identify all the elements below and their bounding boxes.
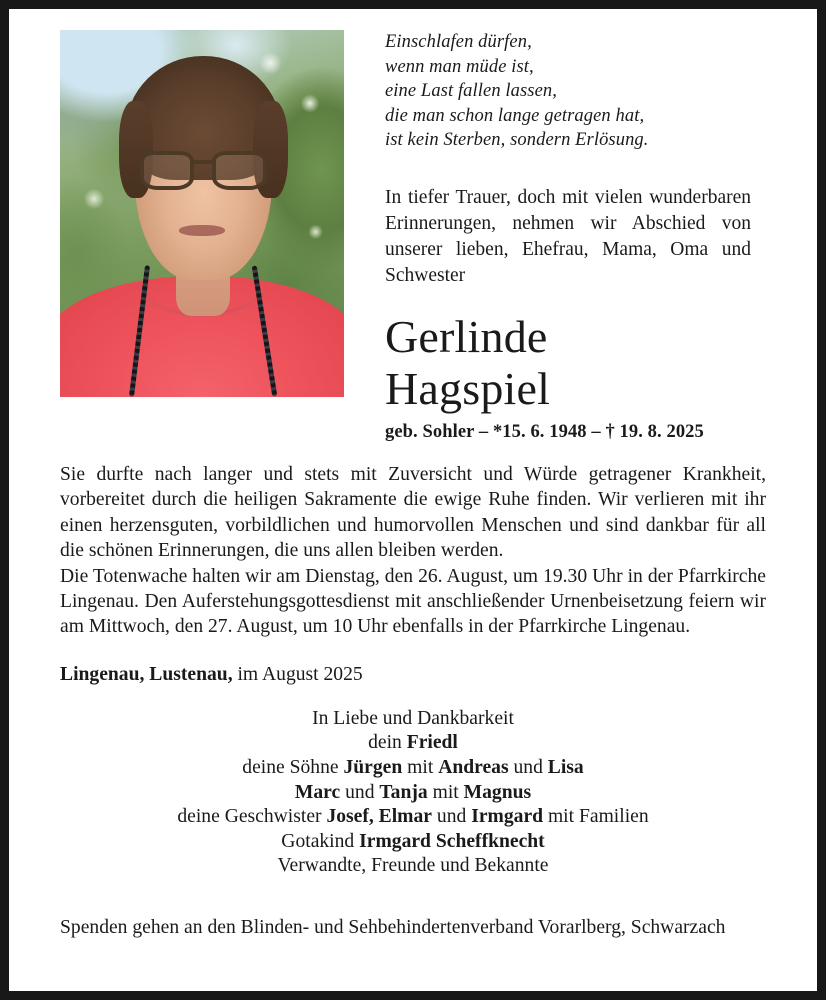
poem-line-5: ist kein Sterben, sondern Erlösung. <box>385 130 649 151</box>
family-line-4-mid: und <box>432 806 472 828</box>
place-names: Lingenau, Lustenau, <box>60 663 233 685</box>
body-paragraph-2: Die Totenwache halten wir am Dienstag, den 26. August, um 19.30 Uhr in der Pfarrkirche Lingenau. Den Auferstehungsgottesdienst mit anschließender Urnenbeisetzung feiern wir am Mittwoch, den 27. August, um 10 Uhr ebenfalls in der Pfarrkirche Lingenau. <box>60 565 766 638</box>
right-column <box>385 30 779 443</box>
poem-line-2: wenn man müde ist, <box>385 56 534 77</box>
family-line-4-suffix: mit Familien <box>543 806 649 828</box>
poem-line-3: eine Last fallen lassen, <box>385 81 557 102</box>
family-line-1-prefix: dein <box>368 732 407 754</box>
photo-glasses-icon <box>140 151 268 190</box>
family-line-4 <box>65 805 761 830</box>
family-closing: Verwandte, Freunde und Bekannte <box>277 855 549 877</box>
deceased-surname: Hagspiel <box>385 362 551 414</box>
photo-glasses-bridge <box>194 160 212 164</box>
memorial-poem <box>385 30 779 153</box>
family-line-5-names: Irmgard Scheffknecht <box>359 830 545 852</box>
family-line-3-names2: Tanja <box>379 781 428 803</box>
notice-date: im August 2025 <box>232 663 363 685</box>
family-line-2-names2: Andreas <box>438 757 509 778</box>
deceased-dates: geb. Sohler – *15. 6. 1948 – † 19. 8. 2025 <box>385 421 704 442</box>
family-line-2 <box>65 756 761 781</box>
family-line-2-prefix: deine Söhne <box>242 757 344 778</box>
photo-glasses-lens-right <box>212 151 267 190</box>
family-line-3-mid2: mit <box>427 781 464 803</box>
top-section <box>9 9 817 443</box>
body-copy <box>60 462 766 640</box>
notice-inner <box>9 9 817 991</box>
portrait-photo <box>60 30 344 397</box>
family-line-3-names3: Magnus <box>463 781 532 803</box>
family-line-2-mid2: und <box>508 757 548 778</box>
family-line-5-prefix: Gotakind <box>281 830 360 852</box>
family-line-3-mid: und <box>340 781 380 803</box>
family-line-4-names2: Irmgard <box>471 806 544 828</box>
family-line-2-names3: Lisa <box>547 757 584 778</box>
family-line-3-names: Marc <box>294 781 341 803</box>
family-line-5 <box>65 830 761 855</box>
photo-mouth <box>179 225 224 237</box>
intro-text: In tiefer Trauer, doch mit vielen wunderbaren Erinnerungen, nehmen wir Abschied von unserer lieben, Ehefrau, Mama, Oma und Schwester <box>385 186 751 286</box>
place-and-date <box>60 662 766 687</box>
donations-text: Spenden gehen an den Blinden- und Sehbehindertenverband Vorarlberg, Schwarzach <box>60 916 726 938</box>
deceased-first-name: Gerlinde <box>385 310 548 362</box>
family-line-1 <box>65 731 761 756</box>
family-line-4-prefix: deine Geschwister <box>177 806 327 828</box>
family-line-1-names: Friedl <box>406 732 458 754</box>
family-line-2-mid: mit <box>402 757 439 778</box>
photo-glasses-lens-left <box>140 151 195 190</box>
family-line-4-names: Josef, Elmar <box>326 806 433 828</box>
poem-line-1: Einschlafen dürfen, <box>385 32 532 52</box>
family-line-3 <box>65 781 761 806</box>
poem-line-4: die man schon lange getragen hat, <box>385 105 645 126</box>
body-paragraph-1: Sie durfte nach langer und stets mit Zuversicht und Würde getragener Krankheit, vorbereitet durch die heiligen Sakramente die ewige Ruhe finden. Wir verlieren mit ihr einen herzensguten, vorbildlichen und humorvollen Menschen und sind dankbar für all die schönen Erinnerungen, die uns allen bleiben werden. <box>60 463 766 562</box>
family-heading: In Liebe und Dankbarkeit <box>312 707 514 729</box>
family-line-2-names: Jürgen <box>343 757 403 778</box>
deceased-name <box>385 311 779 415</box>
photo-background <box>60 30 344 397</box>
family-block <box>65 707 761 879</box>
